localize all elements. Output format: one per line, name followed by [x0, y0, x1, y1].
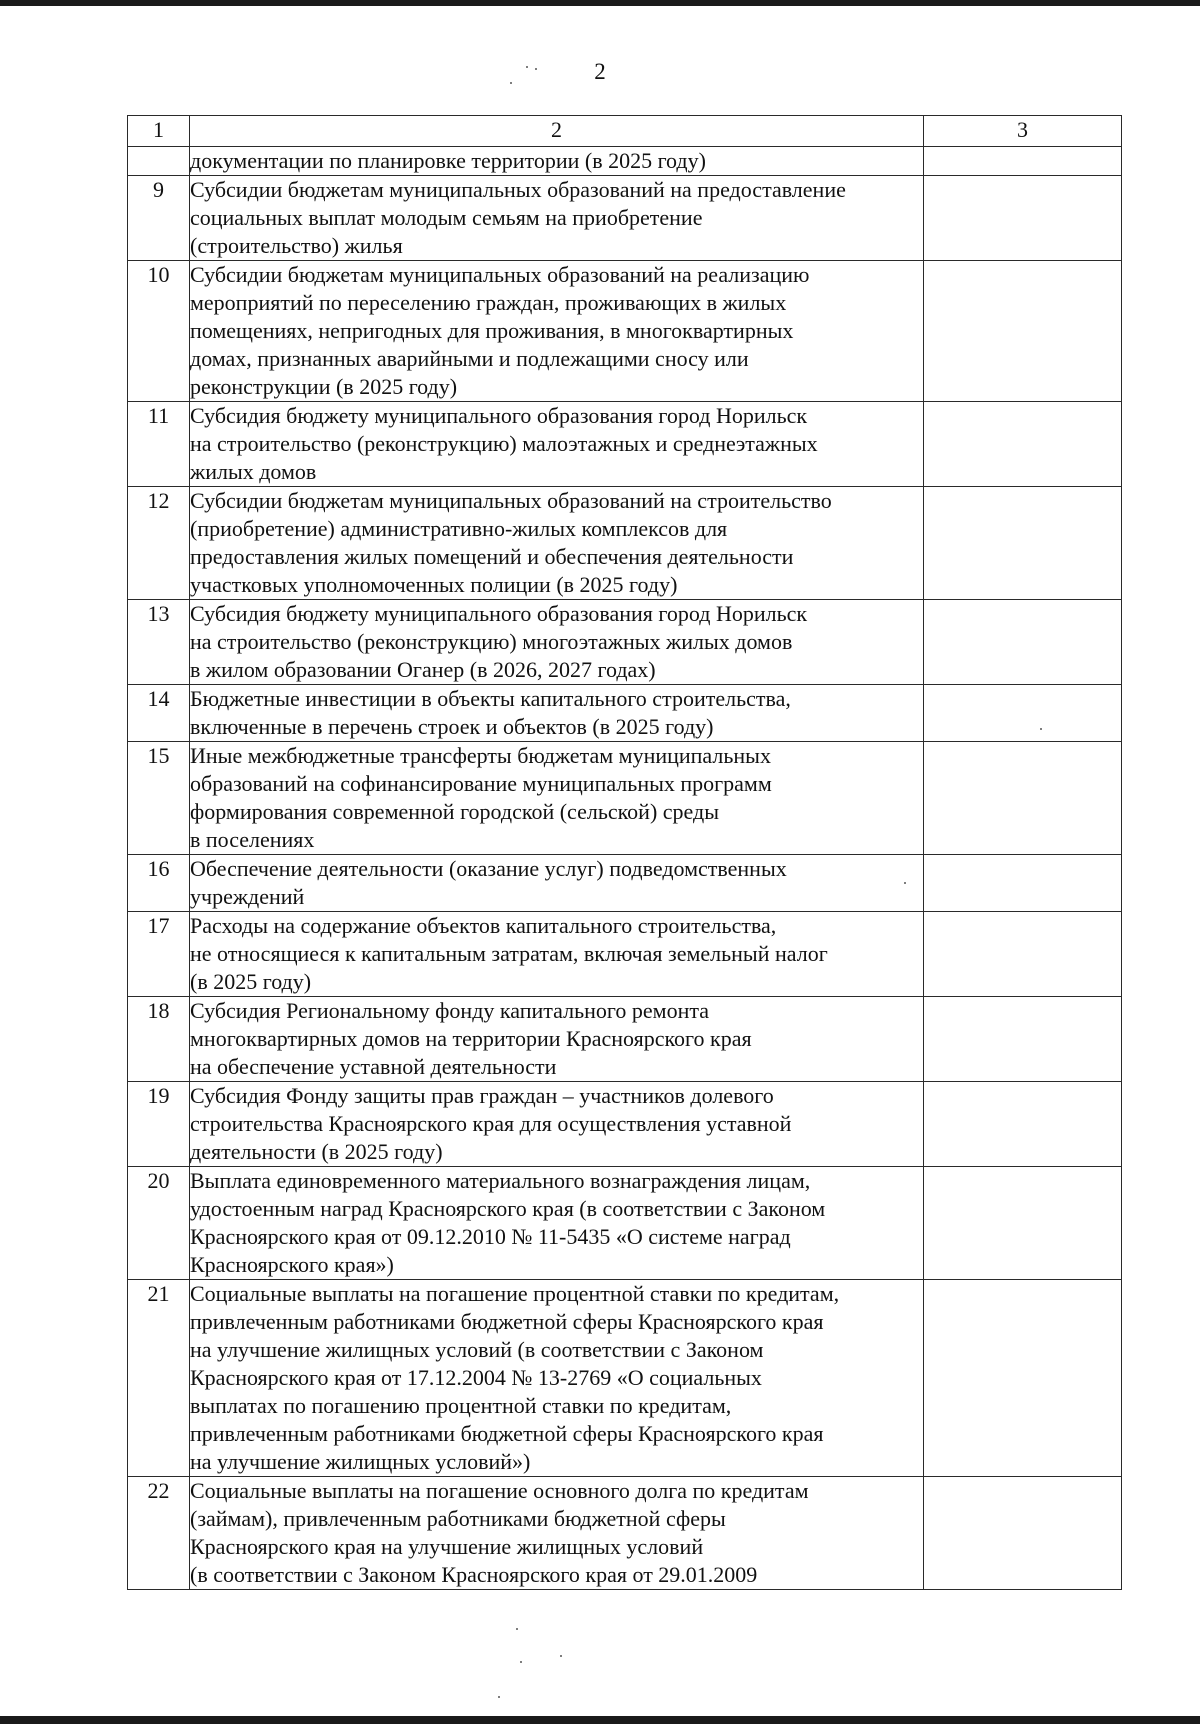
table-body [128, 116, 1122, 1590]
header-cell-3: 3 [924, 116, 1122, 147]
description-line: социальных выплат молодым семьям на приобретение [190, 205, 703, 230]
row-description-cell [190, 176, 924, 261]
table-row [128, 1167, 1122, 1280]
description-line: на строительство (реконструкцию) малоэтажных и среднеэтажных [190, 431, 818, 456]
row-column-3-cell [924, 742, 1122, 855]
row-column-3-cell [924, 1082, 1122, 1167]
description-line: (в соответствии с Законом Красноярского края от 29.01.2009 [190, 1562, 758, 1587]
scan-speck [516, 1628, 518, 1630]
description-line: удостоенным наград Красноярского края (в соответствии с Законом [190, 1196, 826, 1221]
row-description-cell [190, 1082, 924, 1167]
table-row [128, 1477, 1122, 1590]
table-row [128, 147, 1122, 176]
row-column-3-cell [924, 685, 1122, 742]
description-line: Бюджетные инвестиции в объекты капитального строительства, [190, 686, 791, 711]
row-description-cell [190, 912, 924, 997]
row-description-cell [190, 600, 924, 685]
description-line: на строительство (реконструкцию) многоэтажных жилых домов [190, 629, 793, 654]
description-line: предоставления жилых помещений и обеспечения деятельности [190, 544, 794, 569]
row-description-cell [190, 855, 924, 912]
row-column-3-cell [924, 176, 1122, 261]
row-column-3-cell [924, 855, 1122, 912]
description-line: строительства Красноярского края для осуществления уставной [190, 1111, 792, 1136]
row-column-3-cell [924, 997, 1122, 1082]
description-line: деятельности (в 2025 году) [190, 1139, 443, 1164]
table-row [128, 600, 1122, 685]
description-line: (строительство) жилья [190, 233, 403, 258]
description-line: Расходы на содержание объектов капитального строительства, [190, 913, 777, 938]
row-column-3-cell [924, 402, 1122, 487]
description-line: Иные межбюджетные трансферты бюджетам муниципальных [190, 743, 771, 768]
row-number-cell: 16 [128, 855, 190, 912]
row-description-cell [190, 1280, 924, 1477]
description-line: включенные в перечень строек и объектов (в 2025 году) [190, 714, 714, 739]
scan-speck [498, 1696, 500, 1698]
description-line: Субсидии бюджетам муниципальных образований на реализацию [190, 262, 810, 287]
description-line: Субсидия бюджету муниципального образования город Норильск [190, 403, 808, 428]
row-number-cell: 13 [128, 600, 190, 685]
scan-speck [520, 1661, 522, 1663]
table-row [128, 402, 1122, 487]
row-description-cell [190, 1167, 924, 1280]
header-cell-1: 1 [128, 116, 190, 147]
row-description-cell [190, 147, 924, 176]
row-description-cell [190, 402, 924, 487]
row-description-cell [190, 261, 924, 402]
description-line: Социальные выплаты на погашение процентной ставки по кредитам, [190, 1281, 840, 1306]
row-description-cell [190, 997, 924, 1082]
description-line: на улучшение жилищных условий») [190, 1449, 531, 1474]
row-number-cell: 17 [128, 912, 190, 997]
row-column-3-cell [924, 600, 1122, 685]
row-number-cell: 10 [128, 261, 190, 402]
page-number: 2 [594, 59, 606, 84]
description-line: на улучшение жилищных условий (в соответствии с Законом [190, 1337, 764, 1362]
table-row [128, 1082, 1122, 1167]
description-line: участковых уполномоченных полиции (в 2025 году) [190, 572, 678, 597]
table-row [128, 176, 1122, 261]
description-line: Обеспечение деятельности (оказание услуг) подведомственных [190, 856, 787, 881]
row-number-cell: 21 [128, 1280, 190, 1477]
description-line: Красноярского края») [190, 1252, 394, 1277]
description-line: образований на софинансирование муниципальных программ [190, 771, 772, 796]
row-number-cell [128, 147, 190, 176]
description-line: формирования современной городской (сельской) среды [190, 799, 719, 824]
description-line: Субсидия Региональному фонду капитального ремонта [190, 998, 709, 1023]
row-number-cell: 15 [128, 742, 190, 855]
table-row [128, 912, 1122, 997]
description-line: Красноярского края на улучшение жилищных условий [190, 1534, 704, 1559]
description-line: помещениях, непригодных для проживания, в многоквартирных [190, 318, 794, 343]
table-row [128, 261, 1122, 402]
description-line: мероприятий по переселению граждан, проживающих в жилых [190, 290, 787, 315]
header-cell-2: 2 [190, 116, 924, 147]
row-number-cell: 12 [128, 487, 190, 600]
row-description-cell [190, 742, 924, 855]
description-line: многоквартирных домов на территории Красноярского края [190, 1026, 752, 1051]
row-description-cell [190, 685, 924, 742]
scan-speck [560, 1655, 562, 1657]
description-line: не относящиеся к капитальным затратам, включая земельный налог [190, 941, 828, 966]
scan-edge-bottom [0, 1716, 1200, 1724]
description-line: Субсидии бюджетам муниципальных образований на строительство [190, 488, 832, 513]
description-line: в жилом образовании Оганер (в 2026, 2027 годах) [190, 657, 656, 682]
description-line: Субсидии бюджетам муниципальных образований на предоставление [190, 177, 846, 202]
scan-edge-top [0, 0, 1200, 6]
row-column-3-cell [924, 1280, 1122, 1477]
description-line: Красноярского края от 17.12.2004 № 13-2769 «О социальных [190, 1365, 762, 1390]
table-row [128, 997, 1122, 1082]
row-number-cell: 9 [128, 176, 190, 261]
description-line: (займам), привлеченным работниками бюджетной сферы [190, 1506, 726, 1531]
description-line: Красноярского края от 09.12.2010 № 11-5435 «О системе наград [190, 1224, 791, 1249]
row-description-cell [190, 1477, 924, 1590]
description-line: (в 2025 году) [190, 969, 312, 994]
table-row [128, 487, 1122, 600]
table-header-row [128, 116, 1122, 147]
description-line: Выплата единовременного материального вознаграждения лицам, [190, 1168, 811, 1193]
row-column-3-cell [924, 147, 1122, 176]
table-row [128, 685, 1122, 742]
row-column-3-cell [924, 1477, 1122, 1590]
description-line: документации по планировке территории (в 2025 году) [190, 148, 706, 173]
description-line: на обеспечение уставной деятельности [190, 1054, 557, 1079]
table-row [128, 855, 1122, 912]
row-column-3-cell [924, 912, 1122, 997]
row-number-cell: 14 [128, 685, 190, 742]
description-line: учреждений [190, 884, 305, 909]
row-number-cell: 11 [128, 402, 190, 487]
description-line: привлеченным работниками бюджетной сферы Красноярского края [190, 1421, 824, 1446]
row-column-3-cell [924, 261, 1122, 402]
description-line: жилых домов [190, 459, 317, 484]
description-line: выплатах по погашению процентной ставки по кредитам, [190, 1393, 732, 1418]
description-line: в поселениях [190, 827, 315, 852]
description-line: Субсидия бюджету муниципального образования город Норильск [190, 601, 808, 626]
description-line: реконструкции (в 2025 году) [190, 374, 458, 399]
description-line: домах, признанных аварийными и подлежащими сносу или [190, 346, 749, 371]
row-number-cell: 18 [128, 997, 190, 1082]
description-line: Субсидия Фонду защиты прав граждан – участников долевого [190, 1083, 774, 1108]
table-row [128, 742, 1122, 855]
row-number-cell: 20 [128, 1167, 190, 1280]
row-number-cell: 19 [128, 1082, 190, 1167]
description-line: привлеченным работниками бюджетной сферы Красноярского края [190, 1309, 824, 1334]
row-column-3-cell [924, 487, 1122, 600]
document-table [127, 115, 1122, 1590]
description-line: Социальные выплаты на погашение основного долга по кредитам [190, 1478, 809, 1503]
row-number-cell: 22 [128, 1477, 190, 1590]
row-description-cell [190, 487, 924, 600]
table-row [128, 1280, 1122, 1477]
description-line: (приобретение) административно-жилых комплексов для [190, 516, 728, 541]
row-column-3-cell [924, 1167, 1122, 1280]
